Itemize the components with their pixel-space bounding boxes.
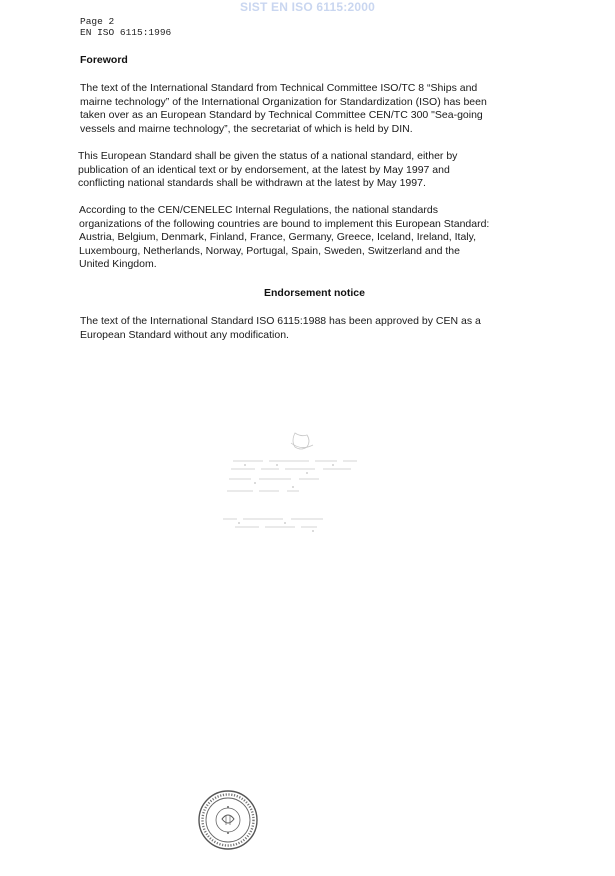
paragraph-line: organizations of the following countries are bound to implement this European Standard:: [79, 217, 490, 230]
foreword-paragraph-3: [79, 204, 489, 272]
document-id: EN ISO 6115:1996: [80, 27, 172, 38]
page-number: Page 2: [80, 16, 115, 27]
paragraph-line: United Kingdom.: [79, 258, 157, 271]
endorsement-heading: Endorsement notice: [264, 287, 365, 299]
faint-approval-stamp-icon: [215, 425, 375, 540]
paragraph-line: European Standard without any modification.: [80, 328, 289, 341]
page-meta: [80, 16, 171, 38]
paragraph-line: publication of an identical text or by endorsement, at the latest by May 1997 and: [78, 163, 450, 176]
paragraph-line: mairne technology” of the International Organization for Standardization (ISO) has been: [80, 95, 487, 108]
paragraph-line: The text of the International Standard ISO 6115:1988 has been approved by CEN as a: [80, 315, 481, 327]
paragraph-line: This European Standard shall be given the status of a national standard, either by: [78, 150, 458, 162]
paragraph-line: According to the CEN/CENELEC Internal Regulations, the national standards: [79, 204, 438, 216]
foreword-paragraph-2: [78, 150, 457, 191]
paragraph-line: Luxembourg, Netherlands, Norway, Portugal, Spain, Sweden, Switzerland and the: [79, 244, 460, 257]
foreword-heading: Foreword: [80, 54, 128, 66]
paragraph-line: conflicting national standards shall be withdrawn at the latest by May 1997.: [78, 177, 426, 190]
paragraph-line: taken over as an European Standard by Technical Committee CEN/TC 300 "Sea-going: [80, 109, 483, 122]
round-official-seal-icon: [197, 789, 259, 851]
endorsement-paragraph: [80, 315, 481, 342]
foreword-paragraph-1: [80, 82, 487, 136]
document-watermark-title: SIST EN ISO 6115:2000: [240, 0, 375, 14]
paragraph-line: Austria, Belgium, Denmark, Finland, France, Germany, Greece, Iceland, Ireland, Italy,: [79, 231, 477, 244]
paragraph-line: vessels and mairne technology”, the secretariat of which is held by DIN.: [80, 122, 413, 135]
paragraph-line: The text of the International Standard from Technical Committee ISO/TC 8 “Ships and: [80, 82, 478, 94]
